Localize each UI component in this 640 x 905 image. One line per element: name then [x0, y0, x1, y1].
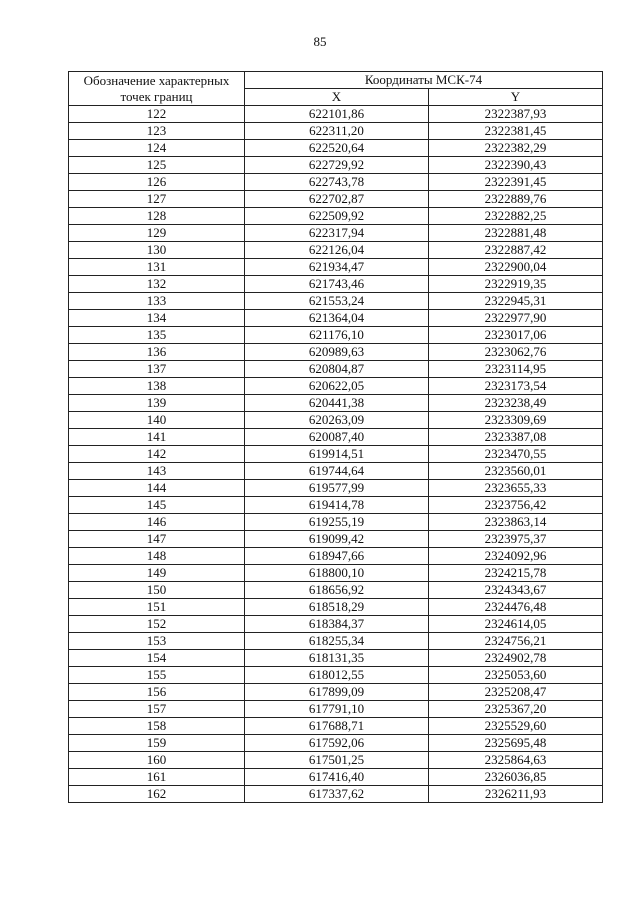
- y-coordinate-cell: 2325864,63: [429, 752, 603, 769]
- point-id-cell: 138: [69, 378, 245, 395]
- y-coordinate-cell: 2326211,93: [429, 786, 603, 803]
- x-coordinate-cell: 619414,78: [245, 497, 429, 514]
- table-row: [69, 616, 603, 633]
- point-id-cell: 128: [69, 208, 245, 225]
- x-coordinate-cell: 622702,87: [245, 191, 429, 208]
- point-id-cell: 135: [69, 327, 245, 344]
- table-row: [69, 582, 603, 599]
- point-id-cell: 161: [69, 769, 245, 786]
- point-id-cell: 124: [69, 140, 245, 157]
- table-row: [69, 344, 603, 361]
- table-row: [69, 684, 603, 701]
- y-coordinate-cell: 2324215,78: [429, 565, 603, 582]
- x-coordinate-cell: 617337,62: [245, 786, 429, 803]
- point-id-cell: 137: [69, 361, 245, 378]
- y-coordinate-cell: 2323975,37: [429, 531, 603, 548]
- point-id-cell: 152: [69, 616, 245, 633]
- point-id-cell: 136: [69, 344, 245, 361]
- x-coordinate-cell: 622743,78: [245, 174, 429, 191]
- point-id-cell: 126: [69, 174, 245, 191]
- point-id-cell: 153: [69, 633, 245, 650]
- table-row: [69, 769, 603, 786]
- y-coordinate-cell: 2322977,90: [429, 310, 603, 327]
- point-id-cell: 154: [69, 650, 245, 667]
- y-coordinate-cell: 2323387,08: [429, 429, 603, 446]
- table-row: [69, 259, 603, 276]
- x-coordinate-cell: 620263,09: [245, 412, 429, 429]
- point-id-cell: 144: [69, 480, 245, 497]
- table-row: [69, 208, 603, 225]
- table-row: [69, 242, 603, 259]
- table-row: [69, 276, 603, 293]
- x-coordinate-cell: 619744,64: [245, 463, 429, 480]
- x-coordinate-cell: 619577,99: [245, 480, 429, 497]
- y-coordinate-cell: 2324092,96: [429, 548, 603, 565]
- x-coordinate-cell: 620441,38: [245, 395, 429, 412]
- y-coordinate-cell: 2323173,54: [429, 378, 603, 395]
- header-x: X: [245, 89, 429, 106]
- x-coordinate-cell: 618384,37: [245, 616, 429, 633]
- point-id-cell: 155: [69, 667, 245, 684]
- x-coordinate-cell: 622126,04: [245, 242, 429, 259]
- table-row: [69, 633, 603, 650]
- point-id-cell: 125: [69, 157, 245, 174]
- y-coordinate-cell: 2323017,06: [429, 327, 603, 344]
- y-coordinate-cell: 2325053,60: [429, 667, 603, 684]
- table-row: [69, 361, 603, 378]
- y-coordinate-cell: 2323756,42: [429, 497, 603, 514]
- y-coordinate-cell: 2323655,33: [429, 480, 603, 497]
- x-coordinate-cell: 618518,29: [245, 599, 429, 616]
- point-id-cell: 130: [69, 242, 245, 259]
- y-coordinate-cell: 2323062,76: [429, 344, 603, 361]
- x-coordinate-cell: 619255,19: [245, 514, 429, 531]
- table-row: [69, 531, 603, 548]
- table-row: [69, 310, 603, 327]
- x-coordinate-cell: 621553,24: [245, 293, 429, 310]
- y-coordinate-cell: 2325695,48: [429, 735, 603, 752]
- x-coordinate-cell: 621176,10: [245, 327, 429, 344]
- table-row: [69, 412, 603, 429]
- header-point: Обозначение характерных точек границ: [69, 72, 245, 106]
- x-coordinate-cell: 620804,87: [245, 361, 429, 378]
- x-coordinate-cell: 622509,92: [245, 208, 429, 225]
- point-id-cell: 146: [69, 514, 245, 531]
- x-coordinate-cell: 619099,42: [245, 531, 429, 548]
- point-id-cell: 132: [69, 276, 245, 293]
- table-row: [69, 293, 603, 310]
- y-coordinate-cell: 2322887,42: [429, 242, 603, 259]
- point-id-cell: 159: [69, 735, 245, 752]
- y-coordinate-cell: 2322945,31: [429, 293, 603, 310]
- y-coordinate-cell: 2322882,25: [429, 208, 603, 225]
- table-row: [69, 446, 603, 463]
- y-coordinate-cell: 2323114,95: [429, 361, 603, 378]
- x-coordinate-cell: 622729,92: [245, 157, 429, 174]
- y-coordinate-cell: 2324902,78: [429, 650, 603, 667]
- point-id-cell: 133: [69, 293, 245, 310]
- y-coordinate-cell: 2323238,49: [429, 395, 603, 412]
- header-coordinates: Координаты МСК-74: [245, 72, 603, 89]
- point-id-cell: 131: [69, 259, 245, 276]
- table-body: [69, 106, 603, 803]
- x-coordinate-cell: 622311,20: [245, 123, 429, 140]
- table-row: [69, 463, 603, 480]
- point-id-cell: 142: [69, 446, 245, 463]
- y-coordinate-cell: 2324756,21: [429, 633, 603, 650]
- table-row: [69, 718, 603, 735]
- point-id-cell: 129: [69, 225, 245, 242]
- y-coordinate-cell: 2324343,67: [429, 582, 603, 599]
- y-coordinate-cell: 2323560,01: [429, 463, 603, 480]
- table-row: [69, 565, 603, 582]
- x-coordinate-cell: 622520,64: [245, 140, 429, 157]
- y-coordinate-cell: 2324614,05: [429, 616, 603, 633]
- table-row: [69, 327, 603, 344]
- point-id-cell: 148: [69, 548, 245, 565]
- point-id-cell: 157: [69, 701, 245, 718]
- table-row: [69, 548, 603, 565]
- point-id-cell: 143: [69, 463, 245, 480]
- table-row: [69, 752, 603, 769]
- table-row: [69, 497, 603, 514]
- point-id-cell: 160: [69, 752, 245, 769]
- y-coordinate-cell: 2325367,20: [429, 701, 603, 718]
- table-row: [69, 395, 603, 412]
- table-row: [69, 140, 603, 157]
- y-coordinate-cell: 2325529,60: [429, 718, 603, 735]
- y-coordinate-cell: 2323309,69: [429, 412, 603, 429]
- point-id-cell: 139: [69, 395, 245, 412]
- table-row: [69, 599, 603, 616]
- point-id-cell: 158: [69, 718, 245, 735]
- table-row: [69, 378, 603, 395]
- x-coordinate-cell: 618800,10: [245, 565, 429, 582]
- y-coordinate-cell: 2322390,43: [429, 157, 603, 174]
- table-row: [69, 123, 603, 140]
- point-id-cell: 156: [69, 684, 245, 701]
- point-id-cell: 151: [69, 599, 245, 616]
- y-coordinate-cell: 2323470,55: [429, 446, 603, 463]
- table-row: [69, 174, 603, 191]
- table-row: [69, 514, 603, 531]
- table-row: [69, 480, 603, 497]
- point-id-cell: 149: [69, 565, 245, 582]
- x-coordinate-cell: 618947,66: [245, 548, 429, 565]
- table-row: [69, 786, 603, 803]
- x-coordinate-cell: 617688,71: [245, 718, 429, 735]
- table-row: [69, 429, 603, 446]
- x-coordinate-cell: 621364,04: [245, 310, 429, 327]
- x-coordinate-cell: 620622,05: [245, 378, 429, 395]
- point-id-cell: 162: [69, 786, 245, 803]
- table-row: [69, 191, 603, 208]
- x-coordinate-cell: 620989,63: [245, 344, 429, 361]
- point-id-cell: 140: [69, 412, 245, 429]
- table-row: [69, 735, 603, 752]
- y-coordinate-cell: 2324476,48: [429, 599, 603, 616]
- point-id-cell: 127: [69, 191, 245, 208]
- x-coordinate-cell: 617501,25: [245, 752, 429, 769]
- y-coordinate-cell: 2326036,85: [429, 769, 603, 786]
- coordinates-table: [68, 71, 603, 803]
- page-number: 85: [313, 34, 327, 49]
- point-id-cell: 122: [69, 106, 245, 123]
- x-coordinate-cell: 622317,94: [245, 225, 429, 242]
- x-coordinate-cell: 617592,06: [245, 735, 429, 752]
- y-coordinate-cell: 2325208,47: [429, 684, 603, 701]
- x-coordinate-cell: 618656,92: [245, 582, 429, 599]
- table-row: [69, 650, 603, 667]
- y-coordinate-cell: 2322900,04: [429, 259, 603, 276]
- x-coordinate-cell: 617791,10: [245, 701, 429, 718]
- x-coordinate-cell: 621934,47: [245, 259, 429, 276]
- table-row: [69, 106, 603, 123]
- x-coordinate-cell: 617416,40: [245, 769, 429, 786]
- y-coordinate-cell: 2322381,45: [429, 123, 603, 140]
- x-coordinate-cell: 622101,86: [245, 106, 429, 123]
- point-id-cell: 145: [69, 497, 245, 514]
- y-coordinate-cell: 2322881,48: [429, 225, 603, 242]
- x-coordinate-cell: 617899,09: [245, 684, 429, 701]
- x-coordinate-cell: 620087,40: [245, 429, 429, 446]
- y-coordinate-cell: 2322382,29: [429, 140, 603, 157]
- x-coordinate-cell: 618131,35: [245, 650, 429, 667]
- y-coordinate-cell: 2323863,14: [429, 514, 603, 531]
- x-coordinate-cell: 619914,51: [245, 446, 429, 463]
- table-row: [69, 157, 603, 174]
- y-coordinate-cell: 2322919,35: [429, 276, 603, 293]
- header-y: Y: [429, 89, 603, 106]
- point-id-cell: 147: [69, 531, 245, 548]
- table-row: [69, 701, 603, 718]
- point-id-cell: 123: [69, 123, 245, 140]
- point-id-cell: 150: [69, 582, 245, 599]
- point-id-cell: 141: [69, 429, 245, 446]
- x-coordinate-cell: 618012,55: [245, 667, 429, 684]
- x-coordinate-cell: 621743,46: [245, 276, 429, 293]
- y-coordinate-cell: 2322391,45: [429, 174, 603, 191]
- y-coordinate-cell: 2322387,93: [429, 106, 603, 123]
- x-coordinate-cell: 618255,34: [245, 633, 429, 650]
- table-row: [69, 225, 603, 242]
- y-coordinate-cell: 2322889,76: [429, 191, 603, 208]
- point-id-cell: 134: [69, 310, 245, 327]
- table-row: [69, 667, 603, 684]
